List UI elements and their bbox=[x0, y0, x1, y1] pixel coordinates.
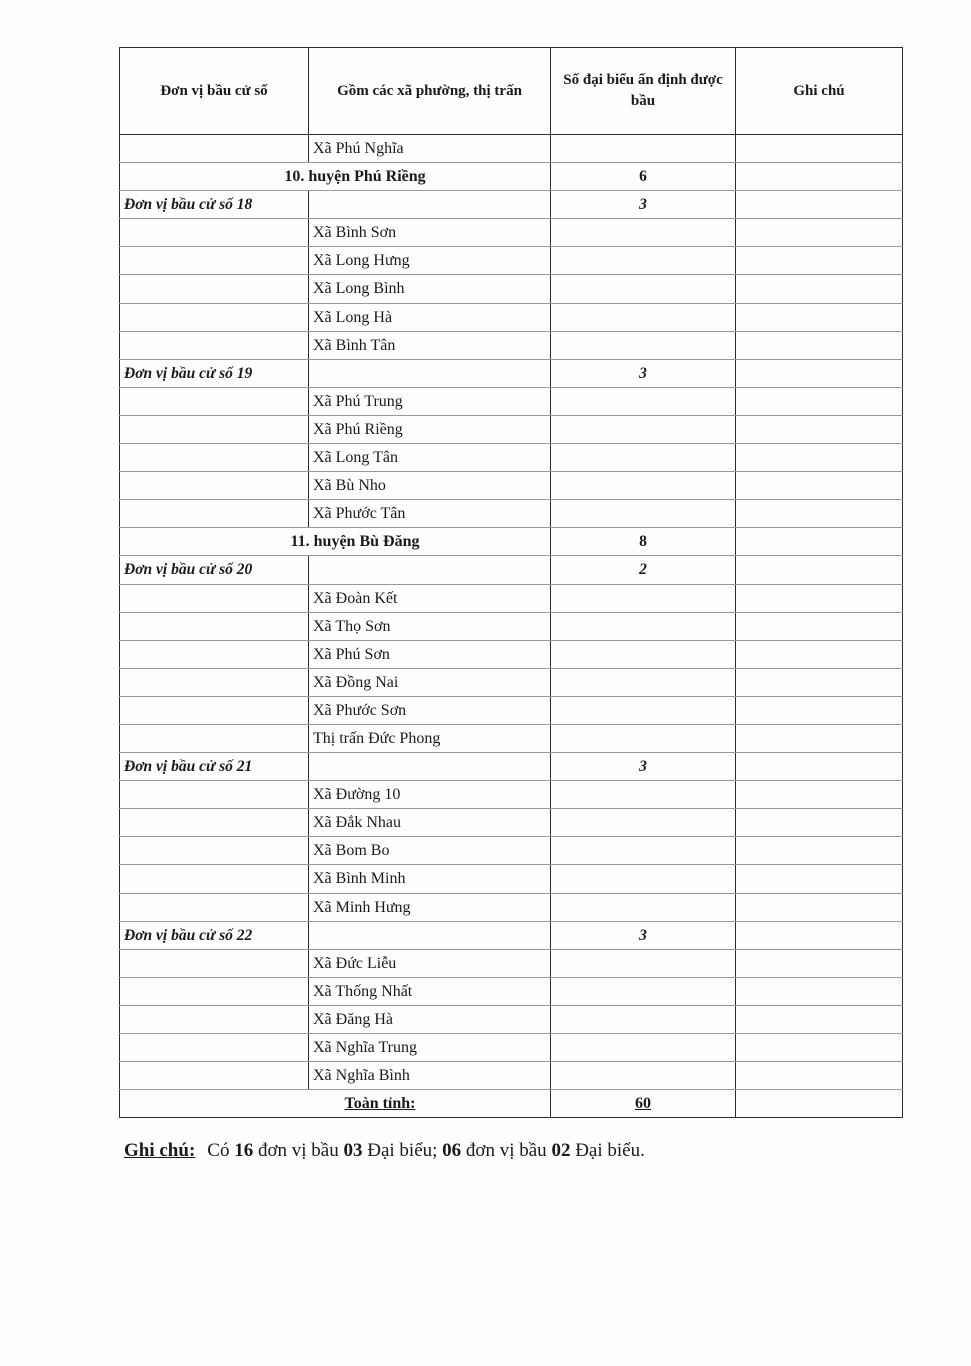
commune-cell-empty bbox=[309, 556, 551, 584]
delegates-cell-empty bbox=[551, 668, 736, 696]
notes-cell-empty bbox=[736, 921, 903, 949]
notes-cell-empty bbox=[736, 696, 903, 724]
commune-name: Xã Minh Hưng bbox=[309, 893, 551, 921]
commune-row bbox=[120, 1005, 903, 1033]
unit-label: Đơn vị bầu cử số 22 bbox=[120, 921, 309, 949]
delegates-cell-empty bbox=[551, 275, 736, 303]
notes-cell-empty bbox=[736, 163, 903, 191]
delegates-cell-empty bbox=[551, 696, 736, 724]
commune-row bbox=[120, 331, 903, 359]
commune-name: Xã Phước Tân bbox=[309, 500, 551, 528]
unit-delegate-count: 3 bbox=[551, 191, 736, 219]
footnote-text: Đại biểu. bbox=[570, 1140, 645, 1161]
unit-cell-empty bbox=[120, 219, 309, 247]
delegates-cell-empty bbox=[551, 781, 736, 809]
delegates-cell-empty bbox=[551, 837, 736, 865]
notes-cell-empty bbox=[736, 584, 903, 612]
total-label-text: Toàn tỉnh: bbox=[344, 1095, 416, 1113]
delegates-cell-empty bbox=[551, 949, 736, 977]
unit-delegate-count: 2 bbox=[551, 556, 736, 584]
notes-cell-empty bbox=[736, 865, 903, 893]
commune-name: Xã Long Hà bbox=[309, 303, 551, 331]
unit-cell-empty bbox=[120, 275, 309, 303]
notes-cell-empty bbox=[736, 1062, 903, 1090]
commune-cell-empty bbox=[309, 921, 551, 949]
commune-row bbox=[120, 893, 903, 921]
delegates-cell-empty bbox=[551, 1005, 736, 1033]
commune-name: Xã Bù Nho bbox=[309, 472, 551, 500]
commune-row bbox=[120, 949, 903, 977]
unit-cell-empty bbox=[120, 584, 309, 612]
commune-row bbox=[120, 219, 903, 247]
commune-name: Xã Đức Liễu bbox=[309, 949, 551, 977]
notes-cell-empty bbox=[736, 1090, 903, 1118]
unit-cell-empty bbox=[120, 612, 309, 640]
notes-cell-empty bbox=[736, 331, 903, 359]
commune-name: Xã Đoàn Kết bbox=[309, 584, 551, 612]
commune-name: Xã Nghĩa Bình bbox=[309, 1062, 551, 1090]
commune-name: Xã Đường 10 bbox=[309, 781, 551, 809]
delegates-cell-empty bbox=[551, 893, 736, 921]
unit-cell-empty bbox=[120, 303, 309, 331]
notes-cell-empty bbox=[736, 977, 903, 1005]
commune-row bbox=[120, 837, 903, 865]
commune-name: Xã Bình Minh bbox=[309, 865, 551, 893]
commune-cell-empty bbox=[309, 191, 551, 219]
district-name bbox=[120, 163, 551, 191]
footnote-text: Có bbox=[207, 1140, 235, 1161]
commune-row bbox=[120, 247, 903, 275]
unit-cell-empty bbox=[120, 1005, 309, 1033]
commune-name: Xã Bình Sơn bbox=[309, 219, 551, 247]
unit-cell-empty bbox=[120, 135, 309, 163]
delegates-cell-empty bbox=[551, 724, 736, 752]
unit-row bbox=[120, 359, 903, 387]
commune-name: Xã Phước Sơn bbox=[309, 696, 551, 724]
commune-row bbox=[120, 472, 903, 500]
notes-cell-empty bbox=[736, 753, 903, 781]
notes-cell-empty bbox=[736, 1034, 903, 1062]
delegates-cell-empty bbox=[551, 1062, 736, 1090]
district-name-text: 10. huyện Phú Riềng bbox=[284, 168, 426, 186]
commune-row bbox=[120, 809, 903, 837]
footnote-count-two: 06 bbox=[442, 1140, 462, 1161]
notes-cell-empty bbox=[736, 247, 903, 275]
commune-name: Xã Phú Trung bbox=[309, 387, 551, 415]
table-body bbox=[120, 135, 903, 1118]
header-delegates: Số đại biểu ấn định được bầu bbox=[551, 48, 736, 135]
unit-cell-empty bbox=[120, 387, 309, 415]
unit-row bbox=[120, 921, 903, 949]
delegates-cell-empty bbox=[551, 247, 736, 275]
commune-row bbox=[120, 1062, 903, 1090]
unit-cell-empty bbox=[120, 500, 309, 528]
unit-cell-empty bbox=[120, 809, 309, 837]
commune-row bbox=[120, 668, 903, 696]
delegates-cell-empty bbox=[551, 977, 736, 1005]
notes-cell-empty bbox=[736, 303, 903, 331]
delegates-cell-empty bbox=[551, 1034, 736, 1062]
delegates-cell-empty bbox=[551, 640, 736, 668]
header-notes: Ghi chú bbox=[736, 48, 903, 135]
unit-row bbox=[120, 556, 903, 584]
delegates-cell-empty bbox=[551, 444, 736, 472]
header-unit: Đơn vị bầu cử số bbox=[120, 48, 309, 135]
total-label bbox=[120, 1090, 551, 1118]
delegates-cell-empty bbox=[551, 219, 736, 247]
district-row bbox=[120, 163, 903, 191]
commune-name: Xã Phú Sơn bbox=[309, 640, 551, 668]
notes-cell-empty bbox=[736, 135, 903, 163]
total-row bbox=[120, 1090, 903, 1118]
footnote bbox=[124, 1140, 645, 1162]
unit-cell-empty bbox=[120, 415, 309, 443]
notes-cell-empty bbox=[736, 724, 903, 752]
delegates-cell-empty bbox=[551, 331, 736, 359]
header-communes: Gồm các xã phường, thị trấn bbox=[309, 48, 551, 135]
unit-label: Đơn vị bầu cử số 19 bbox=[120, 359, 309, 387]
district-name bbox=[120, 528, 551, 556]
delegates-cell-empty bbox=[551, 809, 736, 837]
unit-cell-empty bbox=[120, 472, 309, 500]
commune-name: Xã Phú Riềng bbox=[309, 415, 551, 443]
unit-delegate-count: 3 bbox=[551, 359, 736, 387]
total-delegate-count: 60 bbox=[551, 1090, 736, 1118]
commune-name: Xã Long Hưng bbox=[309, 247, 551, 275]
election-units-table bbox=[119, 47, 903, 1118]
notes-cell-empty bbox=[736, 1005, 903, 1033]
district-delegate-count: 6 bbox=[551, 163, 736, 191]
unit-cell-empty bbox=[120, 444, 309, 472]
notes-cell-empty bbox=[736, 415, 903, 443]
unit-label: Đơn vị bầu cử số 21 bbox=[120, 753, 309, 781]
commune-row bbox=[120, 977, 903, 1005]
commune-name: Xã Nghĩa Trung bbox=[309, 1034, 551, 1062]
unit-label: Đơn vị bầu cử số 20 bbox=[120, 556, 309, 584]
commune-name: Xã Thống Nhất bbox=[309, 977, 551, 1005]
notes-cell-empty bbox=[736, 387, 903, 415]
commune-row bbox=[120, 303, 903, 331]
commune-cell-empty bbox=[309, 753, 551, 781]
unit-row bbox=[120, 191, 903, 219]
notes-cell-empty bbox=[736, 640, 903, 668]
commune-row bbox=[120, 584, 903, 612]
delegates-cell-empty bbox=[551, 135, 736, 163]
notes-cell-empty bbox=[736, 275, 903, 303]
notes-cell-empty bbox=[736, 949, 903, 977]
commune-name: Xã Long Tân bbox=[309, 444, 551, 472]
district-name-text: 11. huyện Bù Đăng bbox=[290, 533, 420, 551]
footnote-count-three: 16 bbox=[234, 1140, 254, 1161]
commune-row bbox=[120, 275, 903, 303]
commune-name: Xã Đắk Nhau bbox=[309, 809, 551, 837]
unit-cell-empty bbox=[120, 696, 309, 724]
footnote-text: Đại biểu; bbox=[362, 1140, 443, 1161]
unit-cell-empty bbox=[120, 668, 309, 696]
unit-cell-empty bbox=[120, 331, 309, 359]
delegates-cell-empty bbox=[551, 415, 736, 443]
delegates-cell-empty bbox=[551, 500, 736, 528]
commune-name: Thị trấn Đức Phong bbox=[309, 724, 551, 752]
commune-row bbox=[120, 612, 903, 640]
commune-row bbox=[120, 415, 903, 443]
notes-cell-empty bbox=[736, 668, 903, 696]
footnote-text: đơn vị bầu bbox=[461, 1140, 552, 1161]
delegates-cell-empty bbox=[551, 303, 736, 331]
unit-cell-empty bbox=[120, 865, 309, 893]
unit-cell-empty bbox=[120, 949, 309, 977]
notes-cell-empty bbox=[736, 837, 903, 865]
notes-cell-empty bbox=[736, 219, 903, 247]
commune-row bbox=[120, 444, 903, 472]
notes-cell-empty bbox=[736, 191, 903, 219]
unit-cell-empty bbox=[120, 781, 309, 809]
notes-cell-empty bbox=[736, 556, 903, 584]
unit-delegate-count: 3 bbox=[551, 753, 736, 781]
commune-cell-empty bbox=[309, 359, 551, 387]
notes-cell-empty bbox=[736, 444, 903, 472]
district-delegate-count: 8 bbox=[551, 528, 736, 556]
footnote-delegates-two: 02 bbox=[551, 1140, 571, 1161]
unit-cell-empty bbox=[120, 640, 309, 668]
footnote-label: Ghi chú: bbox=[124, 1140, 196, 1161]
delegates-cell-empty bbox=[551, 387, 736, 415]
footnote-text: đơn vị bầu bbox=[253, 1140, 344, 1161]
commune-row bbox=[120, 781, 903, 809]
table-header-row bbox=[120, 48, 903, 135]
delegates-cell-empty bbox=[551, 865, 736, 893]
unit-cell-empty bbox=[120, 247, 309, 275]
delegates-cell-empty bbox=[551, 472, 736, 500]
unit-cell-empty bbox=[120, 1034, 309, 1062]
commune-row bbox=[120, 1034, 903, 1062]
unit-cell-empty bbox=[120, 893, 309, 921]
commune-name: Xã Long Bình bbox=[309, 275, 551, 303]
commune-row bbox=[120, 640, 903, 668]
commune-row bbox=[120, 696, 903, 724]
notes-cell-empty bbox=[736, 781, 903, 809]
unit-label: Đơn vị bầu cử số 18 bbox=[120, 191, 309, 219]
notes-cell-empty bbox=[736, 612, 903, 640]
commune-row bbox=[120, 500, 903, 528]
commune-name: Xã Bom Bo bbox=[309, 837, 551, 865]
notes-cell-empty bbox=[736, 809, 903, 837]
delegates-cell-empty bbox=[551, 584, 736, 612]
notes-cell-empty bbox=[736, 359, 903, 387]
delegates-cell-empty bbox=[551, 612, 736, 640]
footnote-delegates-three: 03 bbox=[343, 1140, 363, 1161]
commune-name: Xã Đồng Nai bbox=[309, 668, 551, 696]
commune-row bbox=[120, 387, 903, 415]
unit-row bbox=[120, 753, 903, 781]
unit-cell-empty bbox=[120, 977, 309, 1005]
commune-row bbox=[120, 135, 903, 163]
commune-row bbox=[120, 865, 903, 893]
unit-cell-empty bbox=[120, 1062, 309, 1090]
commune-row bbox=[120, 724, 903, 752]
unit-delegate-count: 3 bbox=[551, 921, 736, 949]
commune-name: Xã Phú Nghĩa bbox=[309, 135, 551, 163]
commune-name: Xã Thọ Sơn bbox=[309, 612, 551, 640]
unit-cell-empty bbox=[120, 837, 309, 865]
notes-cell-empty bbox=[736, 500, 903, 528]
commune-name: Xã Đăng Hà bbox=[309, 1005, 551, 1033]
commune-name: Xã Bình Tân bbox=[309, 331, 551, 359]
unit-cell-empty bbox=[120, 724, 309, 752]
notes-cell-empty bbox=[736, 528, 903, 556]
district-row bbox=[120, 528, 903, 556]
notes-cell-empty bbox=[736, 893, 903, 921]
notes-cell-empty bbox=[736, 472, 903, 500]
